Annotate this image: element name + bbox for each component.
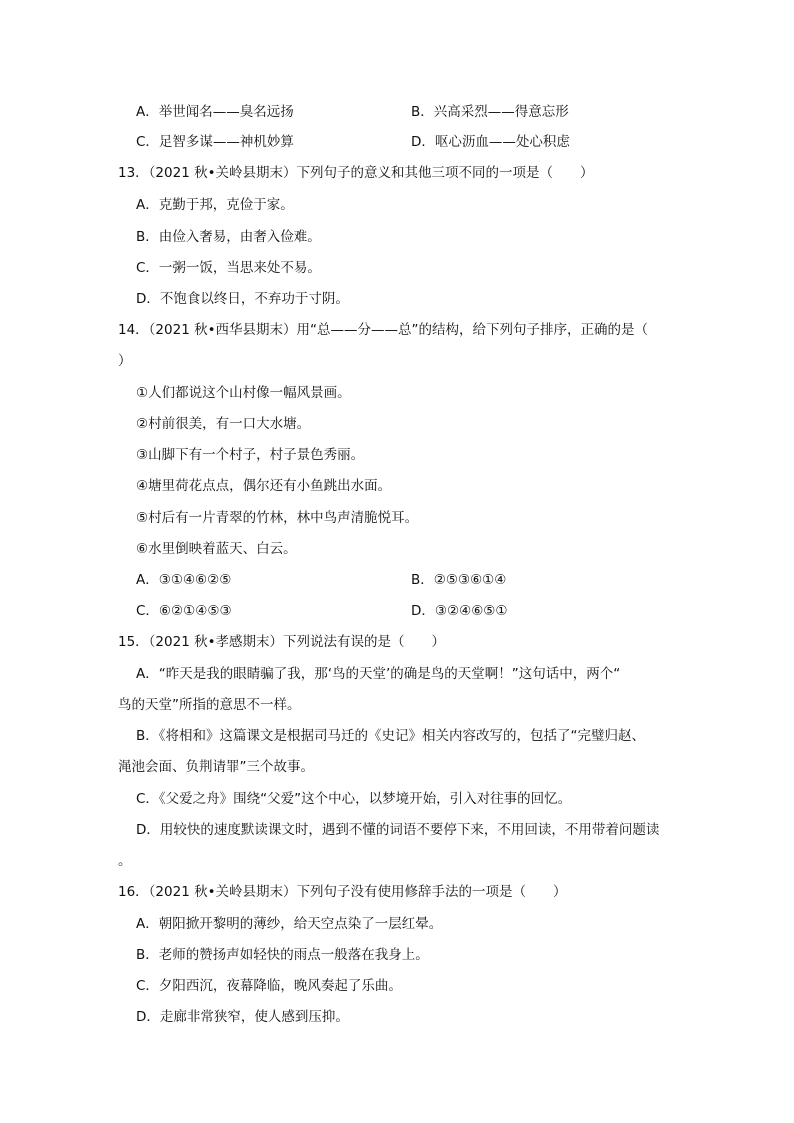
q14-stem: 14．（2021 秋•西华县期末）用“总——分——总”的结构，给下列句子排序，正确的是（ (118, 322, 649, 338)
q15-stem: 15．（2021 秋•孝感期末）下列说法有误的是（ ） (118, 634, 446, 650)
q13-stem: 13．（2021 秋•关岭县期末）下列句子的意义和其他三项不同的一项是（ ） (118, 165, 594, 181)
q15-option-b-line1: B．《将相和》这篇课文是根据司马迁的《史记》相关内容改写的，包括了“完璧归赵、 (136, 728, 646, 744)
q14-option-c: C．⑥②①④⑤③ (136, 603, 232, 619)
q14-sentence-1: ①人们都说这个山村像一幅风景画。 (136, 385, 351, 401)
q15-option-d-line2: 。 (118, 853, 132, 869)
q14-sentence-4: ④塘里荷花点点，偶尔还有小鱼跳出水面。 (136, 478, 392, 494)
q12-option-b: B．兴高采烈——得意忘形 (411, 104, 569, 120)
q16-stem: 16．（2021 秋•关岭县期末）下列句子没有使用修辞手法的一项是（ ） (118, 884, 567, 900)
q13-option-b: B．由俭入奢易，由奢入俭难。 (136, 229, 321, 245)
q15-option-a-line1: A．“昨天是我的眼睛骗了我，那‘鸟的天堂’的确是鸟的天堂啊！”这句话中，两个“ (136, 666, 621, 682)
q14-option-a: A．③①④⑥②⑤ (136, 572, 232, 588)
q15-option-c: C．《父爱之舟》围绕“父爱”这个中心，以梦境开始，引入对往事的回忆。 (136, 791, 572, 807)
q12-option-c: C．足智多谋——神机妙算 (136, 134, 294, 150)
q16-option-d: D．走廊非常狭窄，使人感到压抑。 (136, 1009, 349, 1025)
q12-option-a: A．举世闻名——臭名远扬 (136, 104, 294, 120)
q13-option-c: C．一粥一饭，当思来处不易。 (136, 260, 321, 276)
q16-option-a: A．朝阳掀开黎明的薄纱，给天空点染了一层红晕。 (136, 916, 443, 932)
q14-option-d: D．③②④⑥⑤① (411, 603, 508, 619)
q15-option-a-line2: 鸟的天堂”所指的意思不一样。 (118, 697, 301, 713)
q13-option-a: A．克勤于邦，克俭于家。 (136, 197, 294, 213)
q13-option-d: D．不饱食以终日，不弃功于寸阴。 (136, 291, 349, 307)
q14-sentence-2: ②村前很美，有一口大水塘。 (136, 416, 311, 432)
q16-option-b: B．老师的赞扬声如轻快的雨点一般落在我身上。 (136, 947, 429, 963)
q15-option-d-line1: D．用较快的速度默读课文时，遇到不懂的词语不要停下来，不用回读，不用带着问题读 (136, 822, 660, 838)
q15-option-b-line2: 渑池会面、负荆请罪”三个故事。 (118, 759, 314, 775)
q14-option-b: B．②⑤③⑥①④ (411, 572, 507, 588)
q14-sentence-5: ⑤村后有一片青翠的竹林，林中鸟声清脆悦耳。 (136, 510, 419, 526)
q14-sentence-3: ③山脚下有一个村子，村子景色秀丽。 (136, 447, 365, 463)
q16-option-c: C．夕阳西沉，夜幕降临，晚风奏起了乐曲。 (136, 978, 402, 994)
q12-option-d: D．呕心沥血——处心积虑 (411, 134, 570, 150)
q14-stem-continuation: ） (118, 353, 132, 369)
q14-sentence-6: ⑥水里倒映着蓝天、白云。 (136, 541, 297, 557)
